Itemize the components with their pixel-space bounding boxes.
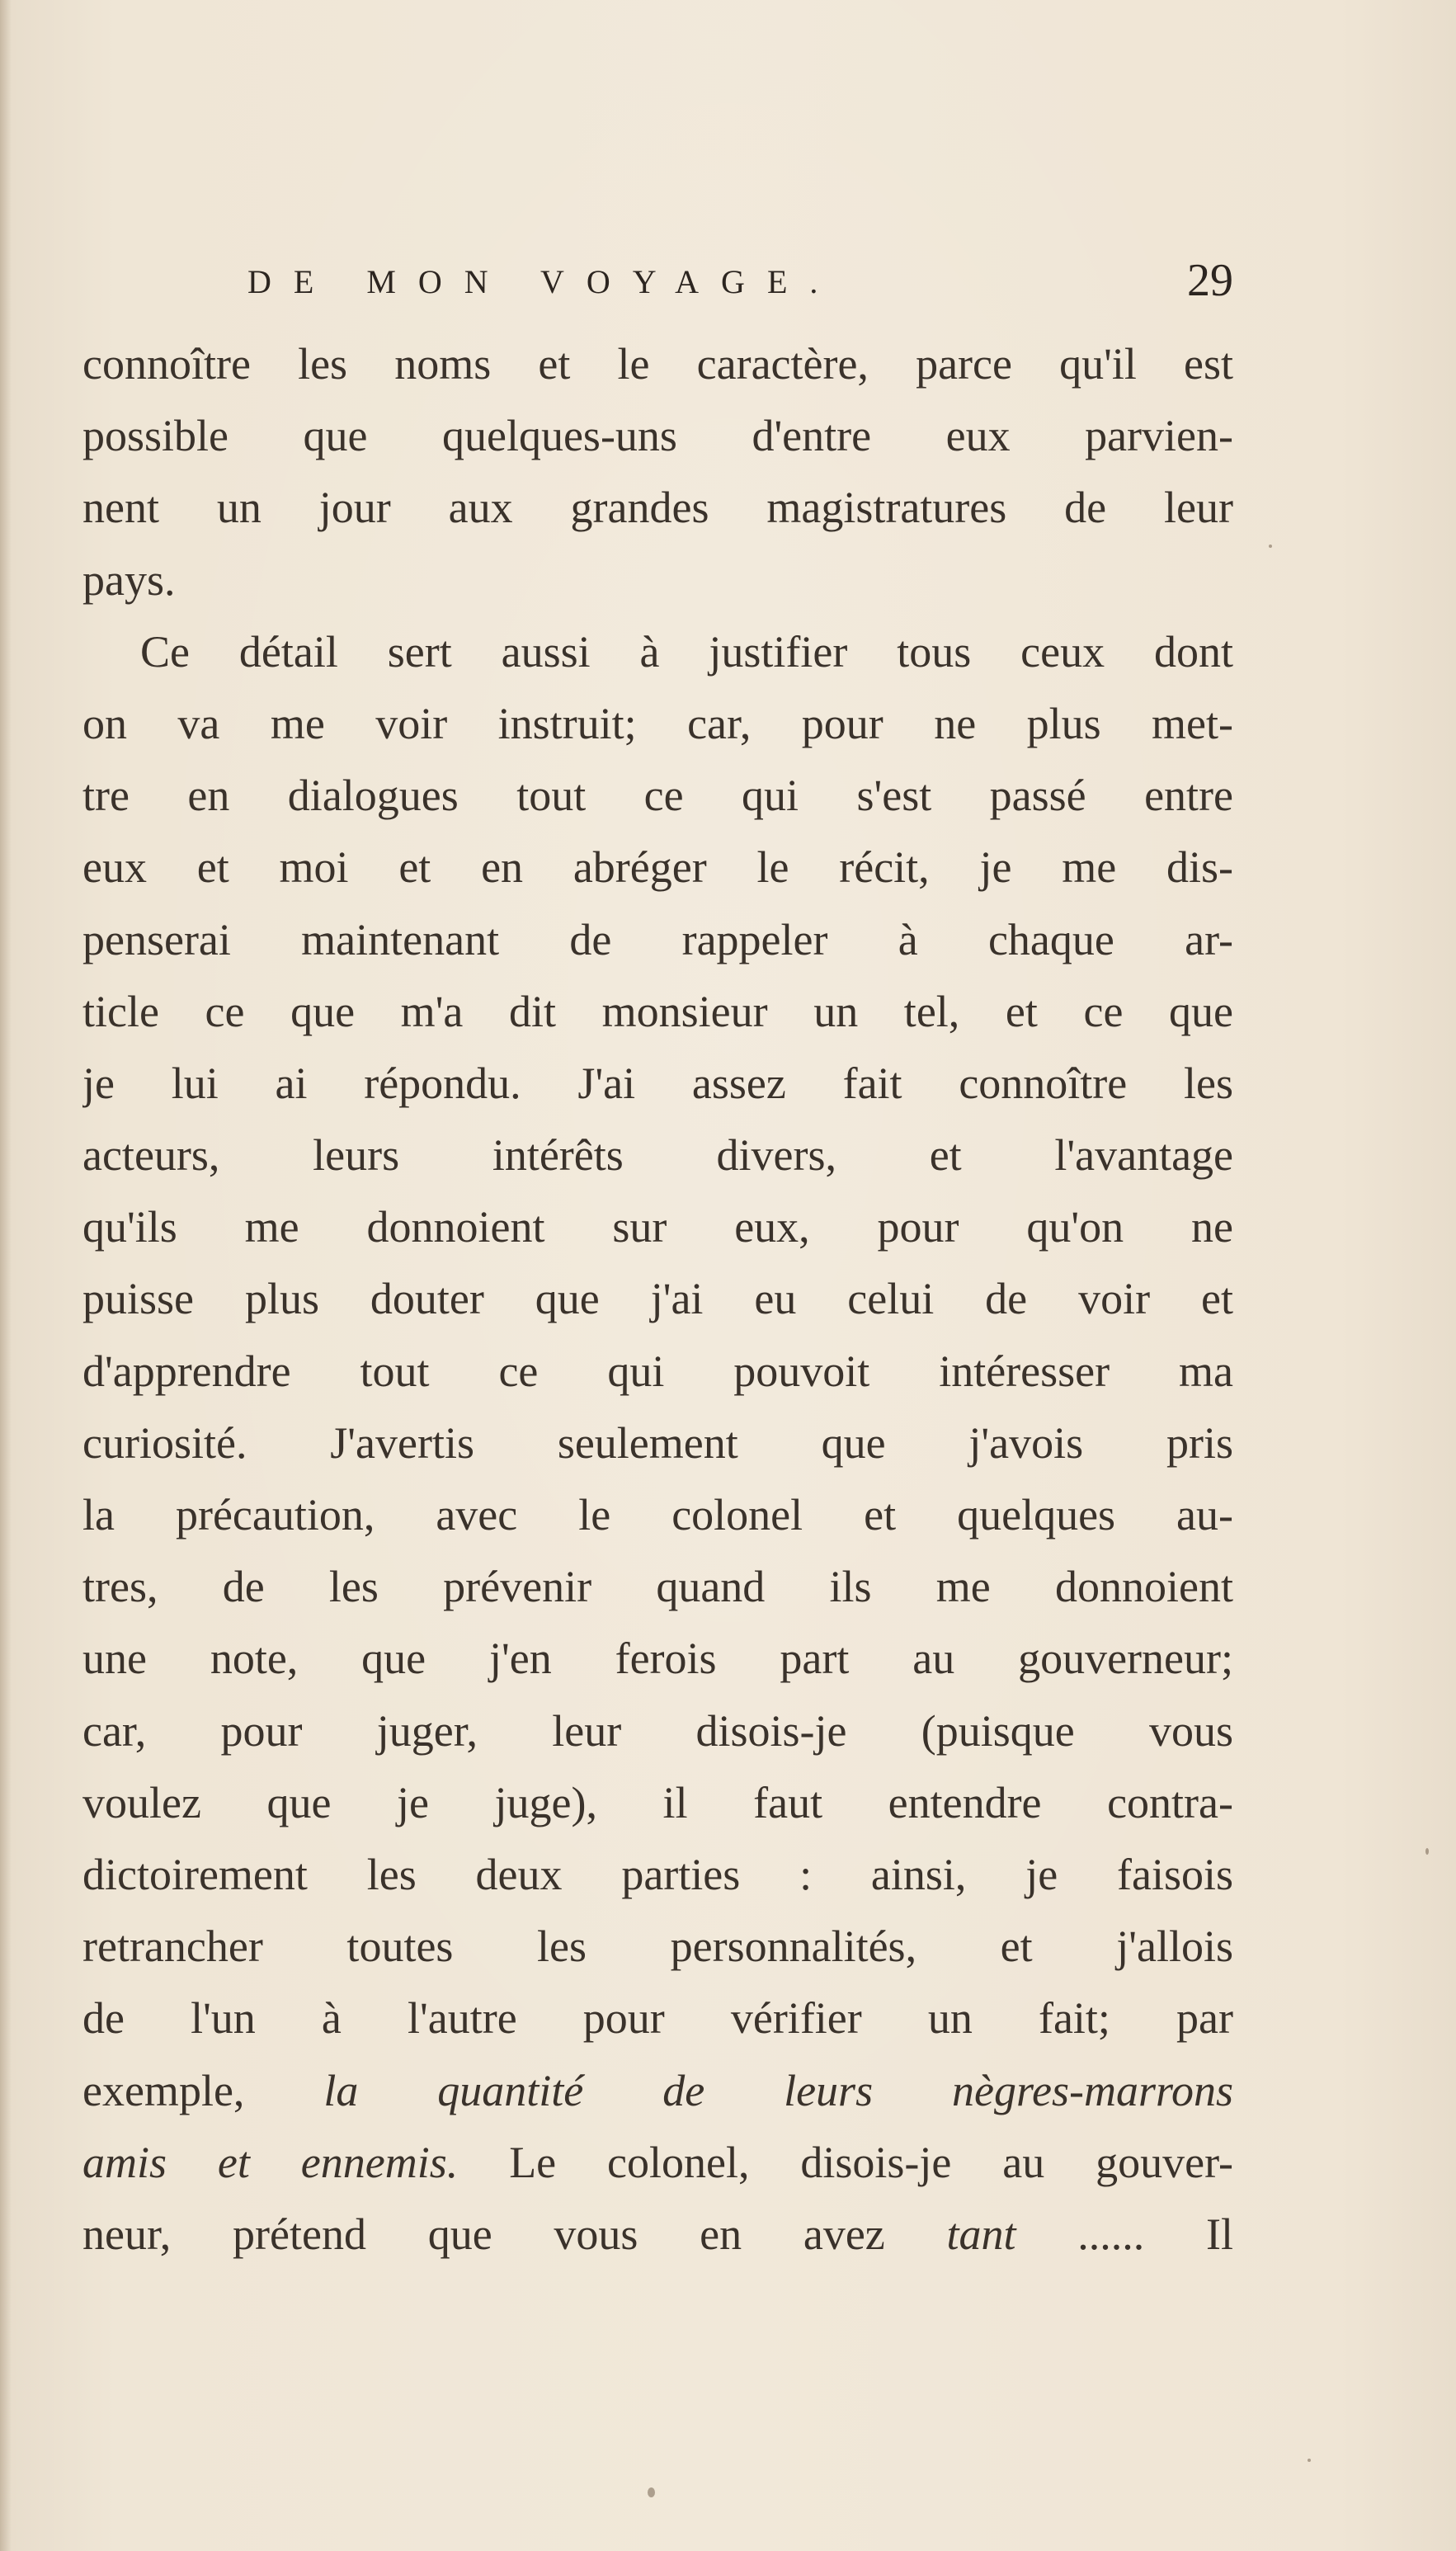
text-line: possible que quelques-uns d'entre eux parvien- bbox=[82, 411, 1233, 461]
text-line: acteurs, leurs intérêts divers, et l'avantage bbox=[82, 1130, 1233, 1181]
page-number: 29 bbox=[1187, 255, 1233, 306]
running-title: DE MON VOYAGE. bbox=[247, 263, 841, 300]
text-roman: neur, prétend que vous en avez bbox=[82, 2209, 885, 2259]
text-italic: amis et ennemis. bbox=[82, 2137, 459, 2187]
page-binding-edge bbox=[0, 0, 12, 2551]
text-line: pays. bbox=[82, 554, 176, 605]
text-line: retrancher toutes les personnalités, et j'allois bbox=[82, 1922, 1233, 1972]
text-line bbox=[82, 2199, 1233, 2270]
text-line: d'apprendre tout ce qui pouvoit intéresser ma bbox=[82, 1346, 1233, 1396]
text-italic: la quantité de leurs nègres-marrons bbox=[323, 2065, 1233, 2115]
text-italic: tant bbox=[946, 2209, 1016, 2259]
body-text bbox=[82, 328, 1233, 2259]
text-line: je lui ai répondu. J'ai assez fait connoître les bbox=[82, 1058, 1233, 1108]
text-line bbox=[82, 2127, 1233, 2199]
text-roman: Le colonel, disois-je au gouver- bbox=[509, 2137, 1233, 2187]
paper-speck bbox=[648, 2487, 655, 2497]
paper-speck bbox=[1308, 2459, 1311, 2462]
text-line: une note, que j'en ferois part au gouverneur; bbox=[82, 1634, 1233, 1684]
text-line: tre en dialogues tout ce qui s'est passé entre bbox=[82, 771, 1233, 821]
text-line: puisse plus douter que j'ai eu celui de voir et bbox=[82, 1274, 1233, 1324]
text-line: connoître les noms et le caractère, parce qu'il est bbox=[82, 339, 1233, 389]
text-line bbox=[82, 2055, 1233, 2127]
text-line: nent un jour aux grandes magistratures de leur bbox=[82, 483, 1233, 533]
text-line: Ce détail sert aussi à justifier tous ceux dont bbox=[140, 626, 1233, 677]
text-line: voulez que je juge), il faut entendre contra- bbox=[82, 1777, 1233, 1827]
text-line: curiosité. J'avertis seulement que j'avois pris bbox=[82, 1417, 1233, 1468]
page-header bbox=[247, 255, 1233, 312]
paper-speck bbox=[1269, 545, 1272, 548]
text-line: tres, de les prévenir quand ils me donnoient bbox=[82, 1562, 1233, 1612]
text-roman: ...... Il bbox=[1077, 2209, 1233, 2259]
text-line: car, pour juger, leur disois-je (puisque vous bbox=[82, 1705, 1233, 1756]
text-line: dictoirement les deux parties : ainsi, je faisois bbox=[82, 1849, 1233, 1899]
paper-speck bbox=[1425, 1848, 1429, 1855]
text-line: la précaution, avec le colonel et quelques au- bbox=[82, 1490, 1233, 1540]
text-line: eux et moi et en abréger le récit, je me dis- bbox=[82, 842, 1233, 893]
text-roman: exemple, bbox=[82, 2065, 245, 2115]
text-line: qu'ils me donnoient sur eux, pour qu'on ne bbox=[82, 1202, 1233, 1252]
text-line: de l'un à l'autre pour vérifier un fait; par bbox=[82, 1993, 1233, 2044]
text-line: ticle ce que m'a dit monsieur un tel, et ce que bbox=[82, 986, 1233, 1036]
text-line: penserai maintenant de rappeler à chaque ar- bbox=[82, 914, 1233, 964]
text-line: on va me voir instruit; car, pour ne plus met- bbox=[82, 698, 1233, 748]
